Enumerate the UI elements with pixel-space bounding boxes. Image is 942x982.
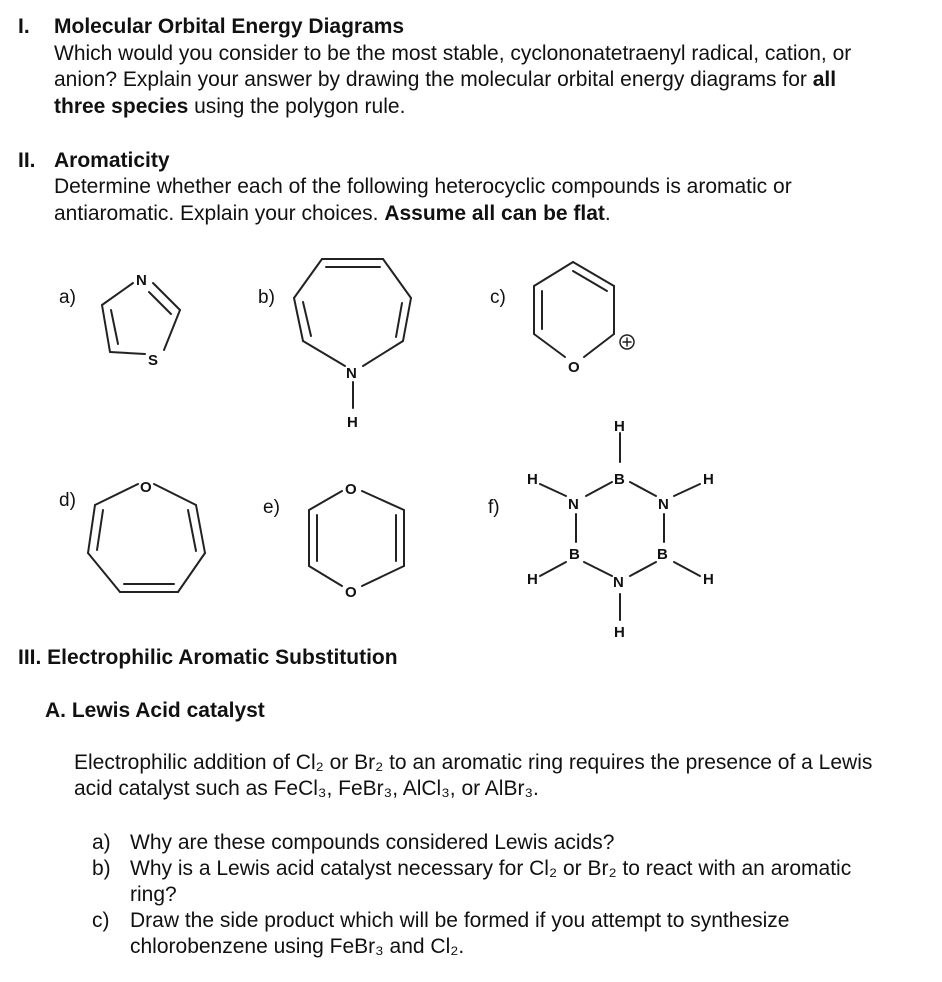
atom-f-b-right: B — [657, 546, 668, 563]
atom-b-n: N — [346, 365, 357, 382]
label-c: c) — [490, 287, 506, 308]
atom-a-s: S — [148, 352, 159, 369]
atom-f-h-bottomleft: H — [527, 571, 538, 588]
atom-c-o: O — [568, 359, 580, 376]
section-1-number: I. — [18, 15, 30, 38]
label-b: b) — [258, 287, 275, 308]
atom-f-n-bottom: N — [613, 574, 624, 591]
atom-f-b-top: B — [614, 471, 625, 488]
question-c-line2: chlorobenzene using FeBr₃ and Cl₂. — [130, 935, 465, 958]
section-3-title: III. Electrophilic Aromatic Substitution — [18, 646, 398, 669]
structure-b-azepine — [294, 259, 411, 431]
label-d: d) — [59, 490, 76, 511]
section-1-text-line2: anion? Explain your answer by drawing the molecular orbital energy diagrams for all — [54, 68, 837, 91]
section-2-text-line1: Determine whether each of the following heterocyclic compounds is aromatic or — [54, 175, 792, 198]
atom-f-n-right: N — [658, 496, 669, 513]
question-a-label: a) — [92, 831, 111, 854]
atom-f-n-left: N — [568, 496, 579, 513]
section-3-subheading-a: A. Lewis Acid catalyst — [45, 699, 265, 722]
structure-d-oxepine — [88, 479, 205, 592]
question-b-line1: Why is a Lewis acid catalyst necessary for Cl₂ or Br₂ to react with an aromatic — [130, 857, 852, 880]
question-a-line1: Why are these compounds considered Lewis acids? — [130, 831, 615, 854]
section-3-para-line2: acid catalyst such as FeCl₃, FeBr₃, AlCl₃, or AlBr₃. — [74, 777, 539, 800]
atom-e-o-top: O — [345, 481, 357, 498]
section-1-text-line1: Which would you consider to be the most stable, cyclononatetraenyl radical, cation, or — [54, 42, 852, 65]
question-c-label: c) — [92, 909, 110, 932]
section-2-title: Aromaticity — [54, 149, 170, 172]
structure-c-pyrylium — [534, 262, 634, 376]
section-2-number: II. — [18, 149, 36, 172]
section-3-para-line1: Electrophilic addition of Cl₂ or Br₂ to an aromatic ring requires the presence of a Lewis — [74, 751, 873, 774]
atom-f-h-bottom: H — [614, 624, 625, 641]
label-a: a) — [59, 287, 76, 308]
atom-b-h: H — [347, 414, 358, 431]
structure-a-thiazole — [102, 272, 180, 369]
atom-f-b-left: B — [569, 546, 580, 563]
structure-f-borazine — [527, 418, 714, 641]
question-b-line2: ring? — [130, 883, 177, 906]
atom-d-o: O — [140, 479, 152, 496]
question-b-label: b) — [92, 857, 111, 880]
structure-e-dioxin — [309, 481, 404, 601]
question-c-line1: Draw the side product which will be formed if you attempt to synthesize — [130, 909, 790, 932]
atom-f-h-top: H — [614, 418, 625, 435]
atom-e-o-bottom: O — [345, 584, 357, 601]
section-1-text-line3: three species using the polygon rule. — [54, 95, 406, 118]
atom-f-h-bottomright: H — [703, 571, 714, 588]
label-e: e) — [263, 497, 280, 518]
section-2-text-line2: antiaromatic. Explain your choices. Assume all can be flat. — [54, 202, 611, 225]
atom-f-h-topright: H — [703, 471, 714, 488]
atom-a-n: N — [136, 272, 147, 289]
label-f: f) — [488, 497, 500, 518]
atom-f-h-topleft: H — [527, 471, 538, 488]
section-1-title: Molecular Orbital Energy Diagrams — [54, 15, 405, 38]
